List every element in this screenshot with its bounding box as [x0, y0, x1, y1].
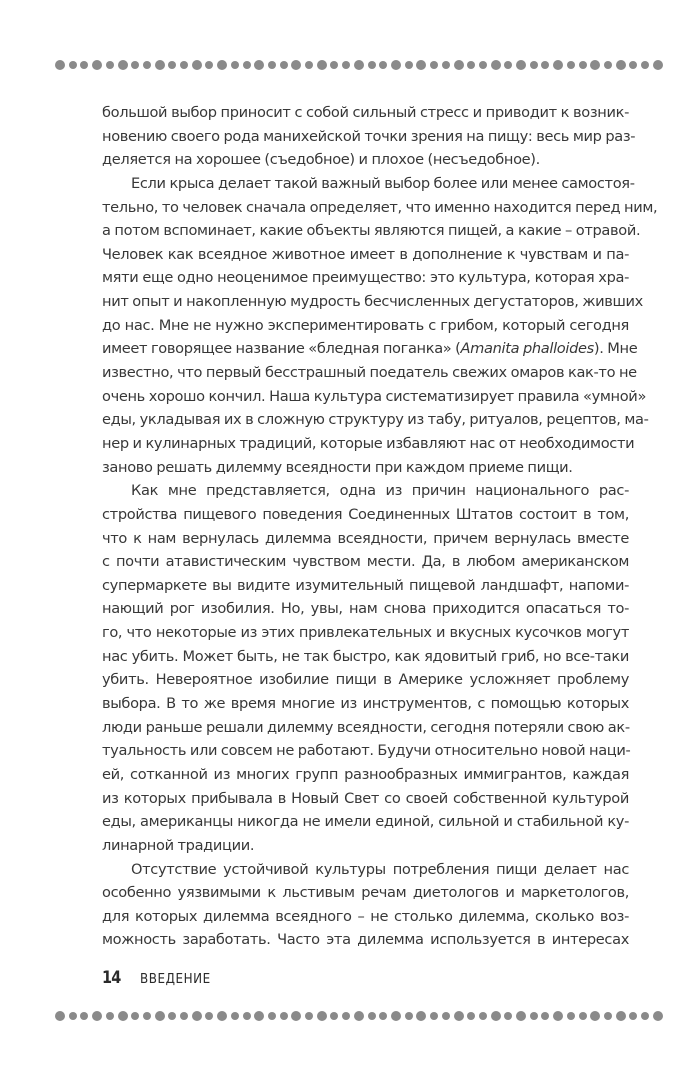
ornament-dot	[143, 61, 151, 69]
text-line: большой выбор приносит с собой сильный стресс и приводит к возник-	[102, 104, 629, 121]
ornament-dot	[192, 1011, 202, 1021]
ornament-dot	[416, 1011, 426, 1021]
ornament-dot	[118, 1011, 128, 1021]
ornament-dot	[305, 1012, 313, 1020]
ornament-dot	[368, 1012, 376, 1020]
ornament-dot	[491, 60, 501, 70]
ornament-dot	[217, 60, 227, 70]
ornament-dot	[330, 61, 338, 69]
ornament-dot	[579, 61, 587, 69]
body-text	[102, 101, 658, 952]
ornament-dot	[231, 1012, 239, 1020]
ornament-dot	[131, 1012, 139, 1020]
ornament-dot	[254, 1011, 264, 1021]
text-line: с почти атавистическим чувством мести. Да, в любом американском	[102, 553, 629, 571]
ornament-dot	[541, 1012, 549, 1020]
text-line: можность заработать. Часто эта дилемма используется в интересах	[102, 931, 629, 949]
ornament-dot	[291, 1011, 301, 1021]
ornament-dot	[454, 60, 464, 70]
ornament-dot	[430, 61, 438, 69]
ornament-dot	[616, 60, 626, 70]
ornament-dot	[653, 60, 663, 70]
ornament-dot	[305, 61, 313, 69]
ornament-dot	[641, 1012, 649, 1020]
ornament-dot	[243, 61, 251, 69]
ornament-dot	[553, 1011, 563, 1021]
ornament-dot	[342, 61, 350, 69]
ornament-dot	[541, 61, 549, 69]
ornament-dot	[106, 1012, 114, 1020]
text-line: супермаркете вы видите изумительный пищевой ландшафт, напоми-	[102, 576, 629, 594]
ornament-dot	[405, 61, 413, 69]
ornament-dot	[280, 1012, 288, 1020]
text-line: нит опыт и накопленную мудрость бесчисленных дегустаторов, живших	[102, 293, 643, 311]
text-line: нас убить. Может быть, не так быстро, как ядовитый гриб, но все-таки	[102, 647, 629, 665]
text-line: очень хорошо кончил. Наша культура систематизирует правила «умной»	[102, 387, 647, 405]
ornament-dot	[442, 1012, 450, 1020]
text-line: ей, сотканной из многих групп разнообразных иммигрантов, каждая	[102, 765, 629, 783]
text-line: выбора. В то же время многие из инструментов, с помощью которых	[102, 695, 629, 713]
text-line: нающий рог изобилия. Но, увы, нам снова приходится опасаться то-	[102, 600, 629, 618]
text-run: ). Мне	[593, 340, 638, 358]
text-line: тельно, то человек сначала определяет, что именно находится перед ним,	[102, 198, 658, 216]
ornament-dot	[553, 60, 563, 70]
ornament-dot	[268, 61, 276, 69]
ornament-dot	[254, 60, 264, 70]
ornament-dot	[243, 1012, 251, 1020]
text-line: деляется на хорошее (съедобное) и плохое (несъедобное).	[102, 151, 540, 169]
ornament-dot	[155, 1011, 165, 1021]
ornament-dot	[653, 1011, 663, 1021]
ornament-dot	[516, 60, 526, 70]
text-line: Как мне представляется, одна из причин национального рас-	[131, 482, 629, 500]
text-run: имеет говорящее название «бледная поганка» (	[102, 340, 461, 358]
text-line: заново решать дилемму всеядности при каждом приеме пищи.	[102, 458, 573, 476]
ornament-dot	[92, 60, 102, 70]
ornament-dot	[168, 1012, 176, 1020]
ornament-dot	[479, 1012, 487, 1020]
ornament-dot	[180, 61, 188, 69]
ornament-dot	[69, 1012, 77, 1020]
text-line: новению своего рода манихейской точки зрения на пищу: весь мир раз-	[102, 127, 636, 145]
ornament-dot	[168, 61, 176, 69]
ornament-dot	[317, 1011, 327, 1021]
ornament-dot	[430, 1012, 438, 1020]
ornament-dot	[268, 1012, 276, 1020]
ornament-dot	[55, 1011, 65, 1021]
ornament-dot	[106, 61, 114, 69]
text-line	[102, 337, 638, 361]
ornament-dot	[467, 61, 475, 69]
text-line: Человек как всеядное животное имеет в дополнение к чувствам и па-	[102, 245, 629, 263]
ornament-dot	[504, 61, 512, 69]
text-line: для которых дилемма всеядного – не столько дилемма, сколько воз-	[102, 907, 629, 925]
ornament-dot	[80, 61, 88, 69]
ornament-dot	[629, 61, 637, 69]
ornament-dot	[629, 1012, 637, 1020]
ornament-dot	[516, 1011, 526, 1021]
text-line: а потом вспоминает, какие объекты являются пищей, а какие – отравой.	[102, 222, 641, 240]
text-line: особенно уязвимыми к льстивым речам диетологов и маркетологов,	[102, 884, 629, 902]
ornament-dot	[379, 1012, 387, 1020]
text-line: Если крыса делает такой важный выбор более или менее самостоя-	[131, 174, 635, 192]
ornament-dot	[590, 60, 600, 70]
text-line: линарной традиции.	[102, 836, 255, 854]
ornament-dot	[155, 60, 165, 70]
ornament-dot	[180, 1012, 188, 1020]
text-line: еды, американцы никогда не имели единой, сильной и стабильной ку-	[102, 813, 629, 831]
ornament-dot	[604, 1012, 612, 1020]
page-number: 14	[102, 968, 121, 988]
text-line: известно, что первый бесстрашный поедатель свежих омаров как-то не	[102, 364, 637, 382]
ornament-dot	[530, 61, 538, 69]
ornament-dot	[416, 60, 426, 70]
page-footer	[102, 968, 217, 988]
text-line: мяти еще одно неоценимое преимущество: это культура, которая хра-	[102, 269, 629, 287]
ornament-dot	[567, 61, 575, 69]
ornament-dot	[317, 60, 327, 70]
text-line: люди раньше решали дилемму всеядности, сегодня потеряли свою ак-	[102, 718, 630, 736]
text-line: нер и кулинарных традиций, которые избавляют нас от необходимости	[102, 434, 635, 452]
bottom-dotted-ornament	[55, 1010, 663, 1022]
ornament-dot	[467, 1012, 475, 1020]
ornament-dot	[379, 61, 387, 69]
ornament-dot	[131, 61, 139, 69]
ornament-dot	[442, 61, 450, 69]
italic-latin-name: Amanita phalloides	[460, 340, 594, 358]
text-line: что к нам вернулась дилемма всеядности, причем вернулась вместе	[102, 529, 629, 547]
ornament-dot	[504, 1012, 512, 1020]
text-line: Отсутствие устойчивой культуры потребления пищи делает нас	[131, 860, 629, 878]
ornament-dot	[405, 1012, 413, 1020]
ornament-dot	[590, 1011, 600, 1021]
ornament-dot	[479, 61, 487, 69]
ornament-dot	[217, 1011, 227, 1021]
ornament-dot	[354, 1011, 364, 1021]
ornament-dot	[641, 61, 649, 69]
ornament-dot	[342, 1012, 350, 1020]
ornament-dot	[143, 1012, 151, 1020]
ornament-dot	[69, 61, 77, 69]
ornament-dot	[118, 60, 128, 70]
text-line: стройства пищевого поведения Соединенных Штатов состоит в том,	[102, 505, 629, 523]
ornament-dot	[454, 1011, 464, 1021]
ornament-dot	[579, 1012, 587, 1020]
ornament-dot	[567, 1012, 575, 1020]
text-line: еды, укладывая их в сложную структуру из табу, ритуалов, рецептов, ма-	[102, 411, 649, 429]
ornament-dot	[55, 60, 65, 70]
ornament-dot	[205, 61, 213, 69]
top-dotted-ornament	[55, 59, 663, 71]
ornament-dot	[604, 61, 612, 69]
text-line: до нас. Мне не нужно экспериментировать с грибом, который сегодня	[102, 316, 629, 334]
ornament-dot	[491, 1011, 501, 1021]
ornament-dot	[530, 1012, 538, 1020]
ornament-dot	[616, 1011, 626, 1021]
ornament-dot	[192, 60, 202, 70]
ornament-dot	[205, 1012, 213, 1020]
ornament-dot	[280, 61, 288, 69]
ornament-dot	[291, 60, 301, 70]
ornament-dot	[330, 1012, 338, 1020]
running-footer-section-title: ВВЕДЕНИЕ	[140, 972, 211, 987]
text-line: го, что некоторые из этих привлекательных и вкусных кусочков могут	[102, 624, 629, 642]
ornament-dot	[92, 1011, 102, 1021]
text-line: туальность или совсем не работают. Будучи относительно новой наци-	[102, 742, 631, 760]
text-line: из которых прибывала в Новый Свет со своей собственной культурой	[102, 789, 629, 807]
ornament-dot	[368, 61, 376, 69]
text-line: убить. Невероятное изобилие пищи в Америке усложняет проблему	[102, 671, 629, 689]
ornament-dot	[231, 61, 239, 69]
ornament-dot	[354, 60, 364, 70]
ornament-dot	[391, 60, 401, 70]
ornament-dot	[80, 1012, 88, 1020]
ornament-dot	[391, 1011, 401, 1021]
